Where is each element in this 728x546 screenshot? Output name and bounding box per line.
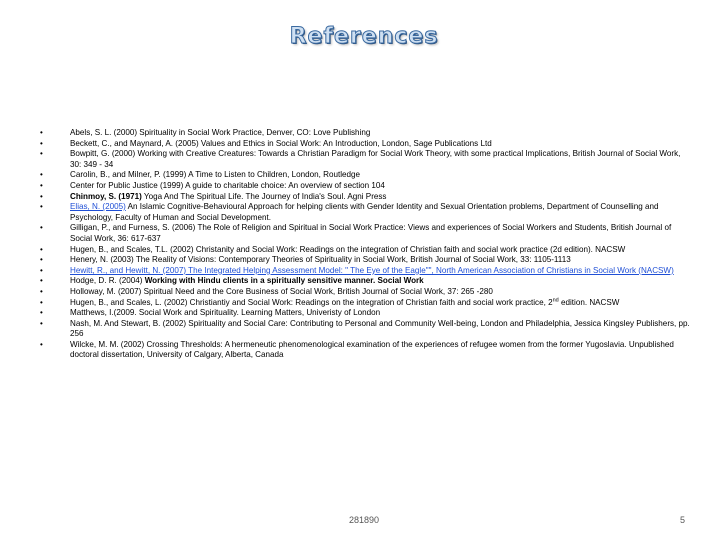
reference-item	[40, 223, 690, 244]
reference-item	[40, 149, 690, 170]
reference-text: Gilligan, P., and Furness, S. (2006) The Role of Religion and Spiritual in Social Work Practice: Views and experiences of Social Workers and Students, British Journal of Social Work, 36: 617-637	[70, 223, 672, 243]
reference-item	[40, 181, 690, 192]
reference-item	[40, 192, 690, 203]
page-number: 5	[679, 515, 685, 525]
reference-text: Hodge, D. R. (2004)	[70, 276, 145, 286]
reference-text: Bowpitt, G. (2000) Working with Creative Creatures: Towards a Christian Paradigm for Social Work Theory, with some practical Implications, British Journal of Social Work, 30: 349 - 34	[70, 149, 681, 169]
page-title: References	[289, 24, 439, 49]
reference-item	[40, 202, 690, 223]
reference-text: Abels, S. L. (2000) Spirituality in Social Work Practice, Denver, CO: Love Publishing	[70, 128, 371, 137]
reference-link[interactable]: Elias, N. (2005)	[70, 202, 126, 212]
reference-text: Hugen, B., and Scales, L. (2002) Christiantiy and Social Work: Readings on the integration of Christian faith and social work practice, 2	[70, 297, 553, 307]
reference-item	[40, 298, 690, 309]
reference-item	[40, 340, 690, 361]
reference-item	[40, 308, 690, 319]
footer-id: 281890	[348, 515, 380, 525]
reference-text: Wilcke, M. M. (2002) Crossing Thresholds: A hermeneutic phenomenological examination of the experiences of refugee women from the former Yugoslavia. Unpublished doctoral dissertation, University of Calgary, Alberta, Canada	[70, 339, 674, 360]
reference-link[interactable]: Hewitt, R., and Hewitt, N. (2007) The Integrated Helping Assessment Model: " The Eye of the Eagle"", North American Association of Christians in Social Work (NACSW)	[70, 265, 674, 275]
reference-text: Holloway, M. (2007) Spiritual Need and the Core Business of Social Work, British Journal of Social Work, 37: 265 -280	[70, 286, 493, 296]
reference-text: Yoga And The Spiritual Life. The Journey of India's Soul. Agni Press	[141, 191, 387, 201]
reference-text: Carolin, B., and Milner, P. (1999) A Time to Listen to Children, London, Routledge	[70, 170, 361, 180]
reference-text: Beckett, C., and Maynard, A. (2005) Values and Ethics in Social Work: An Introduction, London, Sage Publications Ltd	[70, 138, 492, 148]
reference-text: Nash, M. And Stewart, B. (2002) Spirituality and Social Care: Contributing to Personal and Community Well-being, London and Philadelphia, Jessica Kingsley Publishers, pp. 256	[70, 318, 690, 339]
title-container	[0, 24, 728, 49]
reference-item	[40, 139, 690, 150]
reference-text: Center for Public Justice (1999) A guide to charitable choice: An overview of section 104	[70, 180, 385, 190]
reference-item	[40, 255, 690, 266]
reference-text: edition. NACSW	[558, 297, 620, 307]
reference-item	[40, 245, 690, 256]
reference-item	[40, 128, 690, 139]
reference-title-bold: Working with Hindu clients in a spiritually sensitive manner. Social Work	[144, 276, 424, 286]
reference-item	[40, 276, 690, 287]
reference-item	[40, 319, 690, 340]
reference-item	[40, 170, 690, 181]
reference-text: Matthews, I.(2009. Social Work and Spirituality. Learning Matters, Univeristy of London	[70, 308, 381, 318]
reference-item	[40, 266, 690, 277]
reference-item	[40, 287, 690, 298]
superscript: nd	[552, 296, 559, 303]
reference-text: An Islamic Cognitive-Behavioural Approach for helping clients with Gender Identity and Sexual Orientation problems, Department of Counselling and Psychology, Faculty of Human and Social Development.	[70, 202, 659, 222]
reference-author-bold: Chinmoy, S. (1971)	[70, 191, 142, 201]
reference-text: Henery, N. (2003) The Reality of Visions: Contemporary Theories of Spirituality in Social Work, British Journal of Social Work, 33: 1105-1113	[70, 255, 571, 265]
reference-list	[40, 128, 690, 361]
reference-text: Hugen, B., and Scales, T.L. (2002) Christanity and Social Work: Readings on the integration of Christian faith and social work practice (2d edition). NACSW	[70, 244, 626, 254]
